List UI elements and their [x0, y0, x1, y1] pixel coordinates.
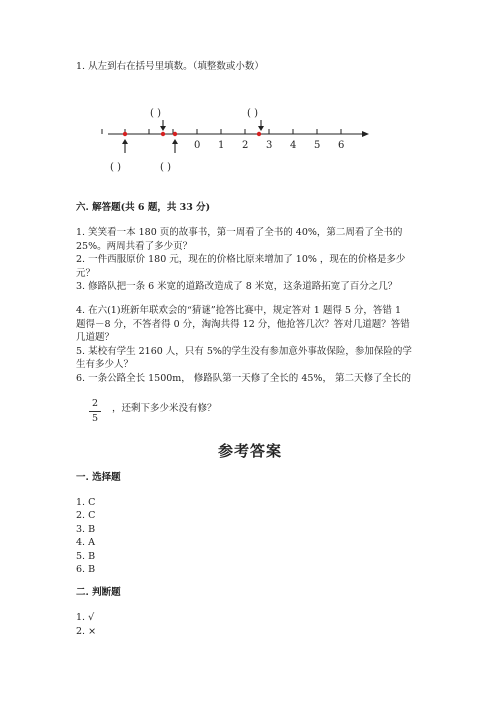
s6-q2-line2: 元？	[76, 268, 96, 279]
bracket-top-right: ( )	[247, 108, 258, 119]
s6-q6-line1: 6. 一条公路全长 1500m， 修路队第一天修了全长的 45%， 第二天修了全长的	[76, 373, 411, 384]
number-line-figure	[100, 98, 370, 176]
s6-q4-line3: 几道题？	[76, 332, 115, 343]
answers-title: 参考答案	[217, 442, 282, 460]
marker-point-1	[123, 132, 127, 136]
tick-label-0: 0	[194, 140, 201, 151]
fraction-numerator: 2	[91, 398, 99, 409]
answer-choice-1: 1. C	[76, 497, 96, 508]
number-line-arrowhead	[362, 131, 369, 137]
bracket-top-left: ( )	[150, 108, 161, 119]
marker-point-2	[161, 132, 165, 136]
s6-q4-line2: 题得－8 分，不答者得 0 分，淘淘共得 12 分，他抢答几次？答对几道题？答错	[76, 319, 410, 330]
tick-label-4: 4	[290, 140, 297, 151]
answer-choice-2: 2. C	[76, 510, 96, 521]
marker-point-4	[257, 132, 261, 136]
arrow-up-left	[122, 139, 128, 153]
fraction-bar	[89, 411, 101, 412]
fraction-denominator: 5	[91, 413, 99, 424]
answer-judge-2: 2. ×	[76, 626, 97, 637]
s6-q2-line1: 2. 一件西服原价 180 元，现在的价格比原来增加了 10% ，现在的价格是多少	[76, 254, 406, 265]
answer-judge-1: 1. √	[76, 612, 95, 623]
q1-prompt: 1. 从左到右在括号里填数。（填整数或小数）	[76, 61, 264, 72]
s6-q4-line1: 4. 在六(1)班新年联欢会的“猜谜”抢答比赛中，规定答对 1 题得 5 分，答错 1	[76, 305, 401, 316]
fraction-two-fifths	[88, 398, 102, 425]
s6-q6-line2: ，还剩下多少米没有修？	[112, 403, 217, 414]
s6-q1-line2: 25%。两周共看了多少页？	[76, 241, 193, 252]
arrow-down-left	[160, 120, 166, 131]
answers-sec2-heading: 二. 判断题	[76, 587, 121, 598]
arrow-down-right	[258, 120, 264, 131]
answer-choice-4: 4. A	[76, 537, 95, 548]
tick-label-2: 2	[242, 140, 249, 151]
tick-label-3: 3	[266, 140, 273, 151]
arrow-up-mid	[172, 139, 178, 153]
s6-q5-line2: 生有多少人？	[76, 359, 134, 370]
section6-heading: 六. 解答题(共 6 题，共 33 分)	[76, 202, 211, 213]
answers-sec1-heading: 一. 选择题	[76, 472, 121, 483]
marker-point-3	[173, 132, 177, 136]
s6-q1-line1: 1. 笑笑看一本 180 页的故事书，第一周看了全书的 40%，第二周看了全书的	[76, 227, 403, 238]
bracket-bottom-left: ( )	[110, 162, 121, 173]
tick-label-6: 6	[338, 140, 345, 151]
tick-label-1: 1	[218, 140, 225, 151]
s6-q5-line1: 5. 某校有学生 2160 人，只有 5%的学生没有参加意外事故保险，参加保险的学	[76, 346, 412, 357]
bracket-bottom-mid: ( )	[160, 162, 171, 173]
answer-choice-3: 3. B	[76, 524, 96, 535]
tick-label-5: 5	[314, 140, 321, 151]
answer-choice-6: 6. B	[76, 564, 96, 575]
answer-choice-5: 5. B	[76, 551, 96, 562]
axis-ticks	[102, 129, 341, 134]
s6-q3: 3. 修路队把一条 6 米宽的道路改造成了 8 米宽，这条道路拓宽了百分之几？	[76, 281, 398, 292]
